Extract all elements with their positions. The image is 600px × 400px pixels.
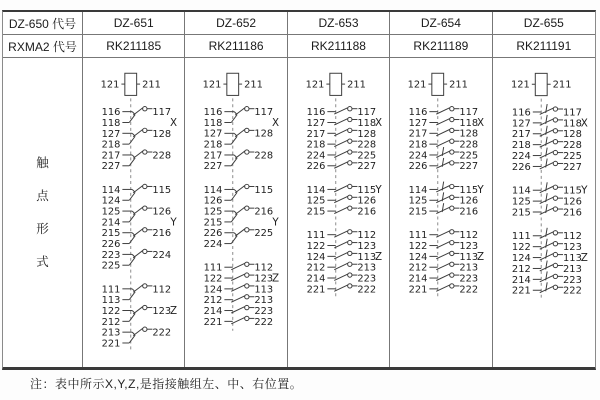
svg-text:211: 211 <box>142 79 161 91</box>
svg-text:226: 226 <box>101 239 121 251</box>
svg-text:121: 121 <box>407 79 427 91</box>
svg-text:115: 115 <box>459 184 479 196</box>
svg-text:122: 122 <box>101 305 121 317</box>
contact-row <box>409 262 479 274</box>
contact-row <box>102 327 172 349</box>
contact-diagram-dz653 <box>288 58 389 367</box>
group-position-label: X <box>477 116 485 129</box>
contact-row <box>102 184 172 206</box>
svg-text:224: 224 <box>152 249 172 261</box>
svg-text:215: 215 <box>204 217 223 229</box>
svg-text:221: 221 <box>306 284 326 296</box>
svg-text:225: 225 <box>254 228 274 240</box>
svg-text:211: 211 <box>552 79 572 91</box>
svg-text:125: 125 <box>511 196 531 208</box>
contact-row <box>204 150 274 172</box>
svg-text:223: 223 <box>101 249 121 261</box>
code-cell-rk211185: RK211185 <box>83 35 185 58</box>
group-position-label: Y <box>272 216 280 229</box>
svg-text:224: 224 <box>204 239 223 251</box>
svg-text:227: 227 <box>204 161 223 173</box>
svg-text:116: 116 <box>204 107 223 119</box>
group-position-label: Z <box>477 250 485 263</box>
contact-row <box>306 251 381 263</box>
svg-text:213: 213 <box>562 263 582 275</box>
svg-text:126: 126 <box>357 195 376 207</box>
svg-text:225: 225 <box>101 260 121 272</box>
svg-text:215: 215 <box>511 207 531 219</box>
svg-text:118: 118 <box>459 117 479 129</box>
svg-text:218: 218 <box>408 139 428 151</box>
contact-row <box>306 273 376 285</box>
contact-row <box>204 206 280 228</box>
svg-text:113: 113 <box>254 284 274 296</box>
svg-text:118: 118 <box>204 117 223 129</box>
svg-text:222: 222 <box>562 285 582 297</box>
svg-text:228: 228 <box>254 150 274 162</box>
group-position-label: Y <box>580 184 588 197</box>
svg-text:122: 122 <box>408 240 428 252</box>
contact-row <box>409 284 479 296</box>
model-cell-dz654: DZ-654 <box>390 12 492 35</box>
svg-text:218: 218 <box>101 139 121 151</box>
svg-text:114: 114 <box>408 184 428 196</box>
svg-text:121: 121 <box>203 79 222 91</box>
contact-row <box>409 117 484 129</box>
svg-text:225: 225 <box>357 150 376 162</box>
svg-text:117: 117 <box>152 107 172 119</box>
svg-text:227: 227 <box>101 161 121 173</box>
svg-text:118: 118 <box>101 117 121 129</box>
svg-text:211: 211 <box>244 79 264 91</box>
contact-row <box>204 295 274 307</box>
svg-text:227: 227 <box>357 161 376 173</box>
svg-text:118: 118 <box>562 118 582 130</box>
svg-text:126: 126 <box>562 196 582 208</box>
svg-text:116: 116 <box>101 107 121 119</box>
svg-text:123: 123 <box>562 242 582 254</box>
svg-text:127: 127 <box>101 128 121 140</box>
svg-text:126: 126 <box>204 195 223 207</box>
svg-text:212: 212 <box>306 262 326 274</box>
contact-row <box>409 230 479 242</box>
svg-text:224: 224 <box>306 150 326 162</box>
svg-text:127: 127 <box>408 117 428 129</box>
svg-text:223: 223 <box>459 273 479 285</box>
svg-text:215: 215 <box>101 228 121 240</box>
diagram-cell-dz652 <box>185 58 287 367</box>
contact-row <box>204 284 274 296</box>
svg-text:213: 213 <box>357 262 376 274</box>
contact-row <box>306 128 376 140</box>
contact-row <box>204 262 274 274</box>
coil-symbol <box>203 73 263 95</box>
svg-text:226: 226 <box>511 161 531 173</box>
contact-row <box>102 249 172 271</box>
svg-text:217: 217 <box>511 129 531 141</box>
svg-text:115: 115 <box>357 184 376 196</box>
svg-text:214: 214 <box>306 273 326 285</box>
svg-text:118: 118 <box>357 117 376 129</box>
svg-text:117: 117 <box>459 107 479 119</box>
svg-text:116: 116 <box>511 107 531 119</box>
contact-diagram-dz655 <box>493 58 595 367</box>
group-position-label: Y <box>170 216 177 229</box>
relay-contact-table <box>2 10 596 370</box>
svg-text:112: 112 <box>152 284 172 296</box>
svg-text:111: 111 <box>408 230 428 242</box>
svg-text:216: 216 <box>562 207 582 219</box>
group-position-label: X <box>374 116 382 129</box>
group-position-label: Z <box>580 252 588 265</box>
svg-text:214: 214 <box>204 305 223 317</box>
contact-row <box>102 305 177 328</box>
svg-text:228: 228 <box>152 150 172 162</box>
svg-text:127: 127 <box>511 118 531 130</box>
svg-text:126: 126 <box>459 195 479 207</box>
svg-text:212: 212 <box>511 263 531 275</box>
svg-text:217: 217 <box>306 128 326 140</box>
svg-text:221: 221 <box>408 284 428 296</box>
code-cell-rk211186: RK211186 <box>185 35 287 58</box>
contact-form-char: 式 <box>36 254 49 269</box>
svg-text:228: 228 <box>562 140 582 152</box>
svg-text:128: 128 <box>254 128 274 140</box>
diagram-cell-dz655 <box>493 58 595 367</box>
svg-text:223: 223 <box>562 274 582 286</box>
svg-text:111: 111 <box>101 284 121 296</box>
contact-row <box>306 184 382 196</box>
svg-text:213: 213 <box>101 327 121 339</box>
svg-text:112: 112 <box>459 230 479 242</box>
svg-text:214: 214 <box>408 273 428 285</box>
svg-text:226: 226 <box>408 161 428 173</box>
svg-text:128: 128 <box>459 128 479 140</box>
svg-text:127: 127 <box>204 128 223 140</box>
coil-symbol <box>101 73 161 95</box>
svg-text:217: 217 <box>101 150 121 162</box>
svg-text:123: 123 <box>357 240 376 252</box>
contact-row <box>102 284 172 306</box>
contact-row <box>102 228 172 250</box>
contact-row <box>409 182 485 196</box>
row2-header-label: RXMA2 代号 <box>3 35 83 58</box>
svg-text:222: 222 <box>459 284 479 296</box>
footnote: 注：表中所示X,Y,Z,是指接触组左、中、右位置。 <box>30 377 303 391</box>
contact-row <box>306 284 376 296</box>
svg-text:217: 217 <box>408 128 428 140</box>
svg-text:112: 112 <box>357 230 376 242</box>
contact-row <box>409 240 479 252</box>
contact-row <box>306 230 376 242</box>
svg-text:122: 122 <box>511 242 531 254</box>
group-position-label: Y <box>375 183 382 196</box>
contact-row <box>204 272 279 284</box>
svg-text:128: 128 <box>357 128 376 140</box>
svg-text:223: 223 <box>357 273 376 285</box>
svg-text:124: 124 <box>101 195 121 207</box>
svg-text:217: 217 <box>204 150 223 162</box>
svg-text:117: 117 <box>254 107 274 119</box>
svg-text:115: 115 <box>562 185 582 197</box>
contact-row <box>409 251 484 263</box>
svg-text:124: 124 <box>204 284 223 296</box>
svg-text:228: 228 <box>459 139 479 151</box>
row3-header-cell <box>3 58 83 367</box>
group-position-label: X <box>170 116 178 129</box>
svg-text:121: 121 <box>510 79 530 91</box>
svg-text:111: 111 <box>204 262 223 274</box>
svg-text:225: 225 <box>459 150 479 162</box>
group-position-label: Z <box>272 272 280 285</box>
svg-text:214: 214 <box>511 274 531 286</box>
svg-text:114: 114 <box>511 185 531 197</box>
contact-row <box>102 150 172 172</box>
code-cell-rk211189: RK211189 <box>390 35 492 58</box>
svg-text:228: 228 <box>357 139 376 151</box>
code-cell-rk211191: RK211191 <box>493 35 595 58</box>
contact-row <box>306 161 376 173</box>
contact-form-char: 点 <box>36 188 49 203</box>
svg-text:121: 121 <box>305 79 325 91</box>
svg-text:225: 225 <box>562 151 582 163</box>
svg-text:124: 124 <box>306 251 326 263</box>
svg-text:123: 123 <box>459 240 479 252</box>
svg-text:112: 112 <box>562 231 582 243</box>
svg-text:218: 218 <box>204 139 223 151</box>
svg-text:124: 124 <box>408 251 428 263</box>
contact-row <box>204 128 274 150</box>
contact-row <box>306 139 376 151</box>
contact-row <box>204 107 279 129</box>
diagram-cell-dz654 <box>390 58 492 367</box>
svg-text:127: 127 <box>306 117 326 129</box>
svg-text:125: 125 <box>306 195 326 207</box>
coil-symbol <box>408 73 468 95</box>
svg-text:214: 214 <box>101 217 121 229</box>
svg-text:227: 227 <box>459 161 479 173</box>
model-cell-dz652: DZ-652 <box>185 12 287 35</box>
group-position-label: Z <box>374 250 382 263</box>
diagram-cell-dz653 <box>288 58 390 367</box>
contact-form-char: 形 <box>36 221 49 236</box>
svg-text:222: 222 <box>357 284 376 296</box>
svg-text:123: 123 <box>152 305 172 317</box>
svg-text:116: 116 <box>408 107 428 119</box>
svg-text:111: 111 <box>511 231 531 243</box>
svg-text:224: 224 <box>408 150 428 162</box>
svg-text:113: 113 <box>562 253 582 265</box>
svg-text:125: 125 <box>101 206 121 218</box>
svg-text:115: 115 <box>254 184 274 196</box>
contact-diagram-dz652 <box>185 58 286 367</box>
contact-row <box>102 128 172 150</box>
contact-row <box>204 184 274 206</box>
svg-text:226: 226 <box>306 161 326 173</box>
svg-text:126: 126 <box>152 206 172 218</box>
svg-text:123: 123 <box>254 273 274 285</box>
svg-text:213: 213 <box>254 295 274 307</box>
svg-text:125: 125 <box>408 195 428 207</box>
svg-text:212: 212 <box>101 316 121 328</box>
svg-text:124: 124 <box>511 253 531 265</box>
contact-form-vertical-label <box>36 58 49 367</box>
contact-row <box>306 206 376 218</box>
svg-text:216: 216 <box>254 206 274 218</box>
contact-row <box>306 262 376 274</box>
contact-row <box>306 240 376 252</box>
contact-diagram-dz654 <box>390 58 491 367</box>
svg-text:212: 212 <box>204 295 223 307</box>
svg-text:223: 223 <box>254 305 274 317</box>
code-cell-rk211188: RK211188 <box>288 35 390 58</box>
svg-text:211: 211 <box>449 79 469 91</box>
contact-row <box>306 150 376 162</box>
svg-text:215: 215 <box>306 206 326 218</box>
svg-text:117: 117 <box>562 107 582 119</box>
model-cell-dz653: DZ-653 <box>288 12 390 35</box>
group-position-label: Z <box>170 304 178 317</box>
contact-row <box>102 107 177 129</box>
svg-text:121: 121 <box>100 79 120 91</box>
model-cell-dz655: DZ-655 <box>493 12 595 35</box>
svg-text:227: 227 <box>562 161 582 173</box>
svg-text:114: 114 <box>101 184 121 196</box>
svg-text:114: 114 <box>306 184 326 196</box>
coil-symbol <box>305 73 365 95</box>
contact-row <box>409 107 479 119</box>
model-cell-dz651: DZ-651 <box>83 12 185 35</box>
contact-diagram-dz651 <box>83 58 184 367</box>
svg-text:128: 128 <box>562 129 582 141</box>
contact-row <box>409 128 479 140</box>
contact-row <box>512 182 588 196</box>
svg-text:222: 222 <box>152 327 172 339</box>
svg-text:114: 114 <box>204 184 223 196</box>
svg-text:221: 221 <box>204 316 223 328</box>
svg-text:113: 113 <box>459 251 479 263</box>
contact-row <box>306 195 376 207</box>
contact-row <box>409 273 479 285</box>
svg-text:218: 218 <box>306 139 326 151</box>
svg-text:222: 222 <box>254 316 274 328</box>
row1-header-label: DZ-650 代号 <box>3 12 83 35</box>
diagram-cell-dz651 <box>83 58 185 367</box>
group-position-label: X <box>272 116 280 129</box>
svg-text:122: 122 <box>306 240 326 252</box>
svg-text:213: 213 <box>459 262 479 274</box>
contact-row <box>204 228 274 250</box>
svg-text:212: 212 <box>408 262 428 274</box>
coil-symbol <box>511 73 572 95</box>
svg-text:125: 125 <box>204 206 223 218</box>
svg-text:128: 128 <box>152 128 172 140</box>
svg-text:112: 112 <box>254 262 274 274</box>
svg-text:216: 216 <box>357 206 376 218</box>
svg-text:113: 113 <box>101 295 121 307</box>
svg-text:221: 221 <box>511 285 531 297</box>
svg-text:111: 111 <box>306 230 326 242</box>
svg-text:221: 221 <box>101 338 121 350</box>
svg-text:226: 226 <box>204 228 223 240</box>
svg-text:216: 216 <box>152 228 172 240</box>
contact-row <box>204 316 274 328</box>
contact-row <box>306 117 381 129</box>
contact-row <box>204 305 274 317</box>
contact-form-char: 触 <box>36 155 49 170</box>
svg-text:211: 211 <box>346 79 366 91</box>
group-position-label: Y <box>477 183 484 196</box>
svg-text:116: 116 <box>306 107 326 119</box>
svg-text:215: 215 <box>408 206 428 218</box>
contact-row <box>306 107 376 119</box>
svg-text:122: 122 <box>204 273 223 285</box>
group-position-label: X <box>580 117 588 130</box>
svg-text:218: 218 <box>511 140 531 152</box>
svg-text:224: 224 <box>511 151 531 163</box>
svg-text:117: 117 <box>357 107 376 119</box>
svg-text:113: 113 <box>357 251 376 263</box>
contact-row <box>102 206 178 228</box>
svg-text:115: 115 <box>152 184 172 196</box>
svg-text:216: 216 <box>459 206 479 218</box>
